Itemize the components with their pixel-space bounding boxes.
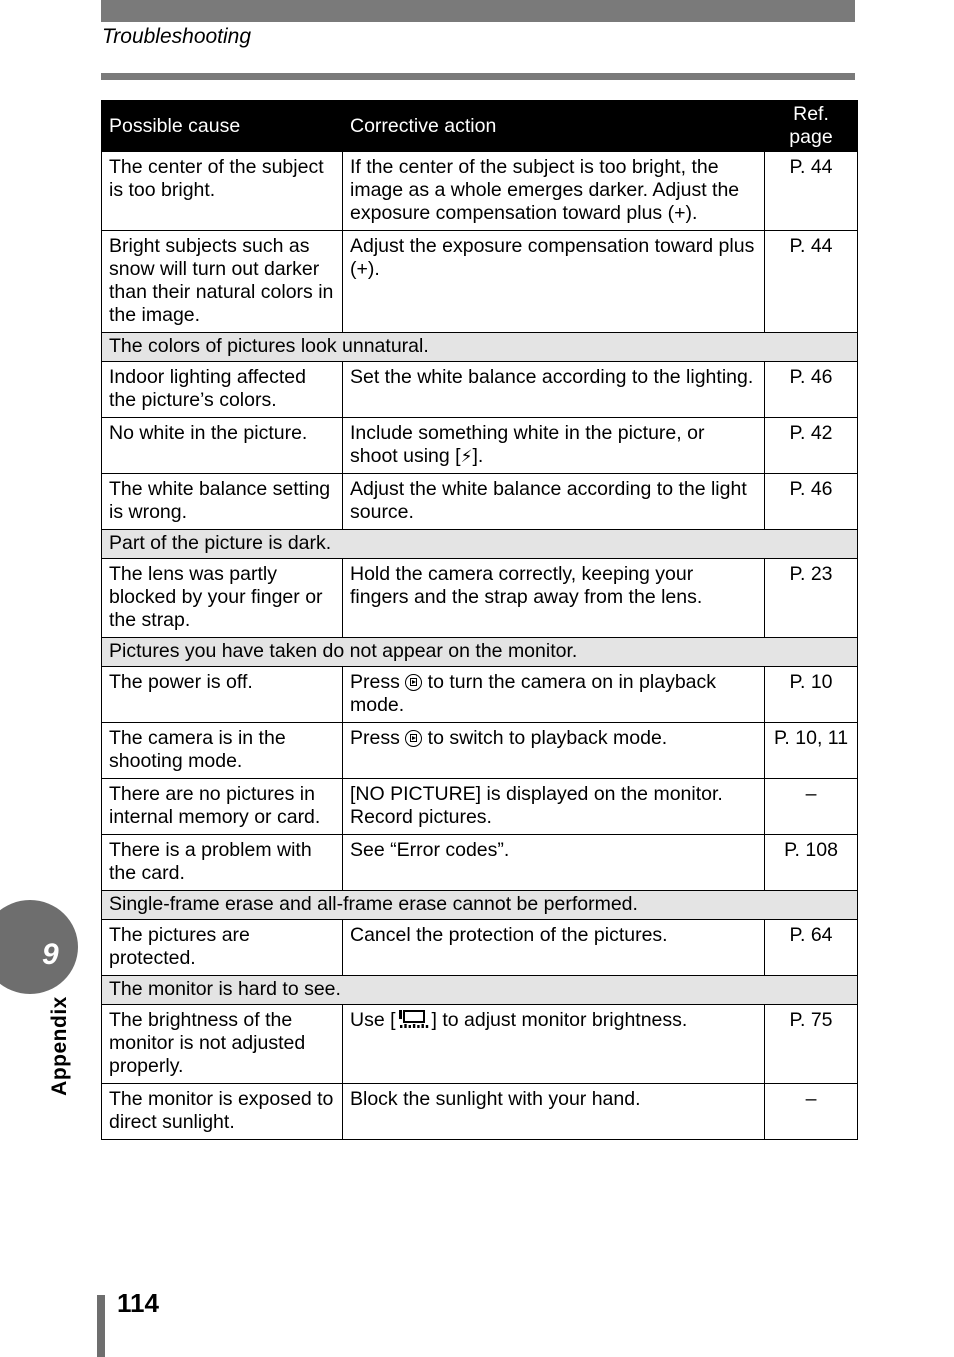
action-cell: Set the white balance according to the lighting. [343, 362, 765, 418]
action-cell: See “Error codes”. [343, 835, 765, 891]
category-heading: Single-frame erase and all-frame erase cannot be performed. [102, 891, 858, 920]
table-header-row [102, 101, 858, 152]
column-header-cause: Possible cause [102, 101, 343, 152]
category-row [102, 891, 858, 920]
section-title: Troubleshooting [102, 25, 252, 48]
header-rule [101, 73, 855, 80]
action-text-post: ]. [472, 445, 484, 467]
action-text-post: ] to adjust monitor brightness. [431, 1009, 688, 1031]
page-number: 114 [117, 1288, 159, 1318]
action-text-pre: Press [350, 727, 406, 749]
ref-page-cell: P. 42 [765, 418, 858, 474]
cause-cell: No white in the picture. [102, 418, 343, 474]
category-row [102, 333, 858, 362]
action-cell: If the center of the subject is too bright, the image as a whole emerges darker. Adjust the exposure compensation toward plus (+). [343, 152, 765, 231]
page-marker-bar [97, 1295, 105, 1357]
chapter-number: 9 [42, 938, 59, 971]
action-cell: Adjust the white balance according to the light source. [343, 474, 765, 530]
table-row [102, 231, 858, 333]
playback-button-icon [405, 674, 422, 691]
cause-cell: The lens was partly blocked by your finger or the strap. [102, 559, 343, 638]
ref-page-cell: P. 10 [765, 667, 858, 723]
cause-cell: There are no pictures in internal memory or card. [102, 779, 343, 835]
action-cell: Cancel the protection of the pictures. [343, 920, 765, 976]
category-row [102, 530, 858, 559]
ref-page-cell: P. 75 [765, 1005, 858, 1084]
cause-cell: The brightness of the monitor is not adjusted properly. [102, 1005, 343, 1084]
table-row [102, 152, 858, 231]
table-row [102, 667, 858, 723]
category-row [102, 976, 858, 1005]
table-row [102, 362, 858, 418]
chapter-tab [0, 900, 78, 994]
action-text-pre: Use [ [350, 1009, 396, 1031]
ref-page-cell: P. 46 [765, 362, 858, 418]
category-heading: Pictures you have taken do not appear on the monitor. [102, 638, 858, 667]
action-cell [343, 667, 765, 723]
category-heading: The colors of pictures look unnatural. [102, 333, 858, 362]
action-cell [343, 418, 765, 474]
cause-cell: The power is off. [102, 667, 343, 723]
table-body [102, 152, 858, 1140]
cause-cell: The center of the subject is too bright. [102, 152, 343, 231]
action-cell [343, 723, 765, 779]
flash-icon: ⚡ [460, 447, 473, 466]
ref-page-cell: – [765, 779, 858, 835]
chapter-label: Appendix [48, 996, 71, 1096]
action-text-post: to switch to playback mode. [422, 727, 668, 749]
action-cell: Adjust the exposure compensation toward plus (+). [343, 231, 765, 333]
action-cell [343, 1005, 765, 1084]
category-row [102, 638, 858, 667]
ref-page-cell: – [765, 1084, 858, 1140]
cause-cell: Indoor lighting affected the picture’s colors. [102, 362, 343, 418]
cause-cell: The white balance setting is wrong. [102, 474, 343, 530]
cause-cell: The pictures are protected. [102, 920, 343, 976]
action-text-pre: Press [350, 671, 406, 693]
category-heading: Part of the picture is dark. [102, 530, 858, 559]
ref-page-cell: P. 44 [765, 152, 858, 231]
playback-button-icon [405, 730, 422, 747]
table-row [102, 779, 858, 835]
ref-page-cell: P. 46 [765, 474, 858, 530]
table-row [102, 1084, 858, 1140]
ref-page-cell: P. 64 [765, 920, 858, 976]
action-text-pre: Include something white in the picture, or shoot using [ [350, 422, 705, 467]
monitor-brightness-icon [396, 1009, 432, 1029]
header-bar [101, 0, 855, 22]
ref-page-cell: P. 23 [765, 559, 858, 638]
column-header-ref: Ref. page [765, 101, 858, 152]
cause-cell: The camera is in the shooting mode. [102, 723, 343, 779]
column-header-action: Corrective action [343, 101, 765, 152]
cause-cell: Bright subjects such as snow will turn out darker than their natural colors in the image. [102, 231, 343, 333]
table-row [102, 418, 858, 474]
ref-page-cell: P. 10, 11 [765, 723, 858, 779]
table-row [102, 474, 858, 530]
table-row [102, 559, 858, 638]
cause-cell: There is a problem with the card. [102, 835, 343, 891]
ref-page-cell: P. 44 [765, 231, 858, 333]
action-cell: [NO PICTURE] is displayed on the monitor. Record pictures. [343, 779, 765, 835]
table-row [102, 723, 858, 779]
table-row [102, 920, 858, 976]
table-row [102, 1005, 858, 1084]
troubleshooting-table [101, 100, 858, 1140]
category-heading: The monitor is hard to see. [102, 976, 858, 1005]
action-text-post: to turn the camera on in playback mode. [350, 671, 717, 716]
cause-cell: The monitor is exposed to direct sunlight. [102, 1084, 343, 1140]
action-cell: Block the sunlight with your hand. [343, 1084, 765, 1140]
action-cell: Hold the camera correctly, keeping your fingers and the strap away from the lens. [343, 559, 765, 638]
table-row [102, 835, 858, 891]
ref-page-cell: P. 108 [765, 835, 858, 891]
